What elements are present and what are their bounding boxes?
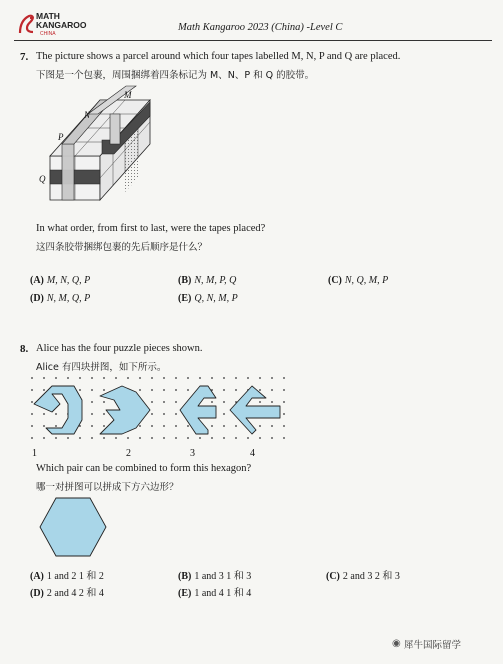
question-8-prompt-zh: 哪一对拼图可以拼成下方六边形？ (36, 482, 179, 493)
question-8-text-en: Alice has the four puzzle pieces shown. (36, 343, 203, 354)
kangaroo-logo-icon (17, 13, 37, 35)
tape-label-m: M (124, 90, 132, 100)
question-8-text-zh: Alice 有四块拼图，如下所示。 (36, 362, 167, 373)
question-7-prompt-en: In what order, from first to last, were the tapes placed? (36, 223, 266, 234)
wechat-icon: ◉ (392, 638, 401, 649)
tape-label-p: P (58, 132, 64, 142)
q8-option-e[interactable]: (E) 1 and 4 1 和 4 (178, 588, 252, 599)
parcel-figure (40, 88, 170, 218)
question-7-prompt-zh: 这四条胶带捆绑包裹的先后顺序是什么？ (36, 242, 208, 253)
hexagon-figure (38, 494, 108, 560)
q7-option-c[interactable]: (C) N, Q, M, P (328, 275, 389, 286)
q8-option-d[interactable]: (D) 2 and 4 2 和 4 (30, 588, 104, 599)
q7-option-e[interactable]: (E) Q, N, M, P (178, 293, 238, 304)
q8-option-c[interactable]: (C) 2 and 3 2 和 3 (326, 571, 400, 582)
piece-label-3: 3 (190, 448, 195, 459)
question-7-text-zh: 下图是一个包裹，周围捆绑着四条标记为 M、N、P 和 Q 的胶带。 (36, 70, 315, 81)
q7-option-d[interactable]: (D) N, M, Q, P (30, 293, 91, 304)
tape-label-q: Q (39, 174, 46, 184)
footer-watermark: 犀牛国际留学 (404, 640, 462, 651)
question-8-number: 8. (20, 343, 29, 355)
q7-option-b[interactable]: (B) N, M, P, Q (178, 275, 237, 286)
logo-text: MATH KANGAROO (36, 11, 87, 30)
question-8-prompt-en: Which pair can be combined to form this hexagon? (36, 463, 252, 474)
q8-option-a[interactable]: (A) 1 and 2 1 和 2 (30, 571, 104, 582)
question-7-text-en: The picture shows a parcel around which four tapes labelled M, N, P and Q are placed. (36, 51, 401, 62)
puzzle-pieces-figure (30, 376, 290, 460)
piece-label-4: 4 (250, 448, 255, 459)
logo-subtext: CHINA (40, 31, 56, 37)
piece-label-1: 1 (32, 448, 37, 459)
tape-label-n: N (84, 110, 91, 120)
q7-option-a[interactable]: (A) M, N, Q, P (30, 275, 91, 286)
piece-label-2: 2 (126, 448, 131, 459)
page-header-title: Math Kangaroo 2023 (China) -Level C (178, 22, 343, 33)
question-7-number: 7. (20, 51, 29, 63)
q8-option-b[interactable]: (B) 1 and 3 1 和 3 (178, 571, 252, 582)
header-divider (14, 40, 492, 41)
